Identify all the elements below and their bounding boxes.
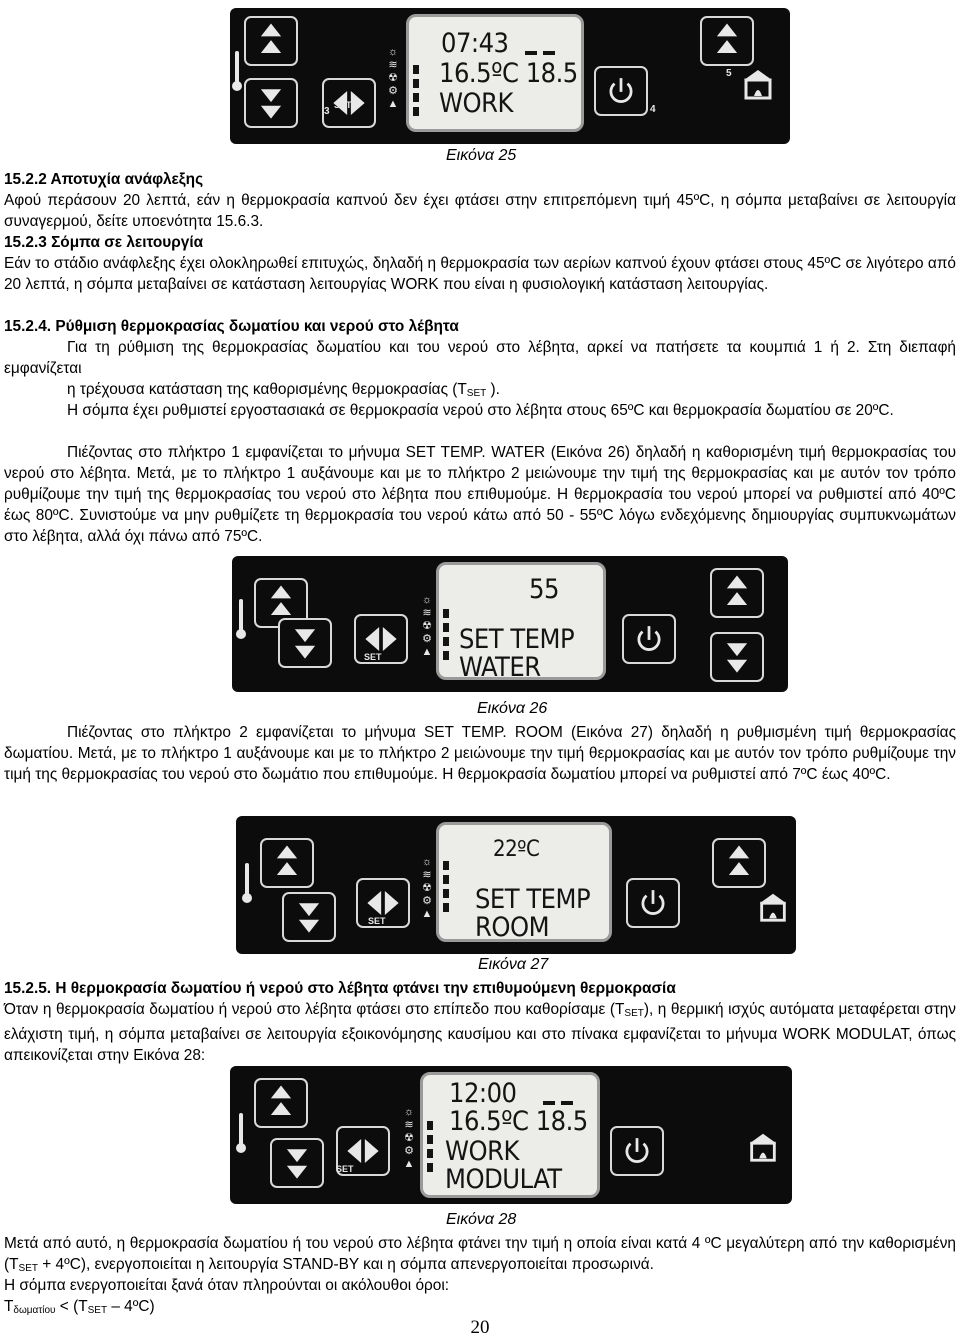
heading-text: Αποτυχία ανάφλεξης: [46, 171, 204, 188]
section-heading-15-2-4: 15.2.4. Ρύθμιση θερμοκρασίας δωματίου και νερού στο λέβητα: [4, 318, 459, 335]
set-label: SET: [334, 100, 352, 110]
lcd-segment: [543, 51, 555, 55]
status-icons-column: ☼ ≋ ☢ ⚙ ▲: [421, 594, 433, 658]
section-heading-15-2-2: [4, 169, 956, 190]
lcd-line-2: SET TEMP: [459, 624, 575, 655]
subscript: SET: [87, 1305, 108, 1316]
power-button-4[interactable]: [610, 1126, 664, 1176]
subscript: δωματίου: [13, 1305, 56, 1316]
lcd-line-1: 12:00: [449, 1078, 517, 1109]
paragraph: Εάν το στάδιο ανάφλεξης έχει ολοκληρωθεί επιτυχώς, δηλαδή η θερμοκρασία των αερίων καπνού έχουν φτάσει στους 45ºC σε λιγότερο από 20 λεπτά, η σόμπα μεταβαίνει σε κατάσταση λειτουργίας WORK που είναι η φυσιολογική κατάσταση λειτουργίας.: [4, 255, 956, 293]
thermometer-icon: [234, 596, 248, 642]
down-arrows-button-2[interactable]: [282, 892, 336, 942]
lcd-line-2: SET TEMP: [475, 884, 591, 915]
up-arrows-button-5[interactable]: [700, 16, 754, 66]
paragraph: Πιέζοντας στο πλήκτρο 1 εμφανίζεται το μήνυμα SET TEMP. WATER (Εικόνα 26) δηλαδή η καθορισμένη τιμή θερμοκρασίας του νερού στο λέβητα. Μετά, με το πλήκτρο 1 αυξάνουμε και με το πλήκτρο 2 μειώνουμε την τιμή της θερμοκρασίας και με αυτόν τον τρόπο ρυθμίζουμε την τιμή της θερμοκρασίας του νερού στο λέβητα που επιθυμούμε. Η θερμοκρασία του νερού μπορεί να ρυθμιστεί από 40ºC έως 80ºC. Συνιστούμε να μην ρυθμίζετε τη θερμοκρασία του νερού κάτω από 50 - 55ºC λόγω ενδεχόμενης δημιουργίας συμπυκνωμάτων στο λέβητα, αλλά όχι πάνω από 75ºC.: [4, 444, 956, 545]
thermometer-icon: [234, 1110, 248, 1156]
lcd-level-bars: [413, 65, 419, 121]
lcd-line-1: 22ºC: [493, 837, 540, 862]
lcd-segment: [561, 1101, 573, 1105]
heading-number: 15.2.3: [4, 234, 47, 251]
set-label: SET: [336, 1164, 354, 1174]
set-label: SET: [368, 916, 386, 926]
power-button-4[interactable]: [594, 66, 648, 116]
lcd-line-3: WATER: [459, 652, 541, 683]
subscript: SET: [466, 388, 487, 399]
control-panel-figure-28: [230, 1066, 792, 1204]
lcd-line-3: WORK: [439, 88, 513, 119]
button-number-3: 3: [324, 106, 330, 117]
figure-caption: Εικόνα 28: [446, 1211, 517, 1228]
control-panel-figure-26: [232, 556, 788, 692]
lcd-line-3: ROOM: [475, 912, 550, 943]
paragraph: [4, 999, 956, 1066]
lcd-line-4: MODULAT: [445, 1164, 562, 1195]
text-run: Μετά από αυτό, η θερμοκρασία δωματίου ή του νερού στο λέβητα φτάνει την τιμή η οποία είναι κατά 4 ºC μεγαλύτερη από την καθορισμένη (T: [4, 1235, 956, 1273]
section-heading-15-2-3: [4, 232, 956, 253]
text-run: η τρέχουσα κατάσταση της καθορισμένης θερμοκρασίας (T: [67, 381, 467, 398]
down-arrows-button-2[interactable]: [244, 78, 298, 128]
up-arrows-button-5[interactable]: [712, 838, 766, 888]
set-label: SET: [364, 652, 382, 662]
text-run: ).: [486, 381, 500, 398]
page-number: 20: [470, 1317, 490, 1338]
down-arrows-button-2[interactable]: [278, 618, 332, 668]
lcd-display: [420, 1072, 600, 1198]
paragraph: Η σόμπα ενεργοποιείται ξανά όταν πληρούνται οι ακόλουθοι όροι:: [4, 1277, 450, 1294]
text-run: Όταν η θερμοκρασία δωματίου ή νερού στο λέβητα φτάσει στο επίπεδο που καθορίσαμε (T: [4, 1001, 625, 1018]
power-button-4[interactable]: [626, 878, 680, 928]
lcd-display: [436, 562, 606, 683]
thermometer-icon: [230, 48, 244, 94]
lcd-segment: [543, 1101, 555, 1105]
text-run: ), η θερμική ισχύς αυτόματα μεταφέρεται στην ελάχιστη τιμή, η σόμπα μεταβαίνει σε λειτουργία εξοικονόμησης καυσίμου και στο πίνακα εμφανίζεται το μήνυμα WORK MODULAT, όπως απεικονίζεται στην Εικόνα 28:: [4, 1001, 956, 1064]
up-arrows-button-5[interactable]: [710, 568, 764, 618]
paragraph: Αφού περάσουν 20 λεπτά, εάν η θερμοκρασία καπνού δεν έχει φτάσει στην επιτρεπόμενη τιμή 45ºC, η σόμπα μεταβαίνει σε λειτουργία συναγερμού, δείτε υποενότητα 15.6.3.: [4, 192, 956, 230]
control-panel-figure-25: [230, 8, 790, 144]
status-icons-column: ☼ ≋ ☢ ⚙ ▲: [387, 46, 399, 110]
paragraph: Για τη ρύθμιση της θερμοκρασίας δωματίου και του νερού στο λέβητα, αρκεί να πατήσετε τα κουμπιά 1 ή 2. Στη διεπαφή εμφανίζεται: [4, 339, 956, 377]
lcd-line-2: 16.5ºC 18.5: [449, 1106, 588, 1137]
lcd-line-2: 16.5ºC 18.5: [439, 58, 578, 89]
down-arrows-button-2[interactable]: [270, 1138, 324, 1188]
lcd-level-bars: [443, 609, 449, 665]
up-arrows-button-1[interactable]: [244, 16, 298, 66]
button-number-5: 5: [726, 68, 732, 79]
paragraph: Πιέζοντας στο πλήκτρο 2 εμφανίζεται το μήνυμα SET TEMP. ROOM (Εικόνα 27) δηλαδή η ρυθμισμένη τιμή θερμοκρασίας δωματίου. Μετά, με το πλήκτρο 1 αυξάνουμε και με το πλήκτρο 2 μειώνουμε την τιμή θερμοκρασίας και με αυτόν τον τρόπο ρυθμίζουμε την τιμή της θερμοκρασίας του νερού στο δωμάτιο που επιθυμούμε. Η θερμοκρασία δωματίου μπορεί να ρυθμιστεί από 7ºC έως 40ºC.: [4, 724, 956, 783]
lcd-level-bars: [443, 861, 449, 917]
status-icons-column: ☼ ≋ ☢ ⚙ ▲: [421, 856, 433, 920]
paragraph: Η σόμπα έχει ρυθμιστεί εργοστασιακά σε θερμοκρασία νερού στο λέβητα στους 65ºC και θερμοκρασία δωματίου σε 20ºC.: [67, 402, 894, 419]
control-panel-figure-27: [236, 816, 796, 954]
text-run: – 4ºC): [107, 1298, 155, 1315]
figure-caption: Εικόνα 25: [446, 147, 517, 164]
lcd-level-bars: [427, 1121, 433, 1177]
power-button-4[interactable]: [622, 614, 676, 664]
heading-number: 15.2.2: [4, 171, 47, 188]
down-arrows-button[interactable]: [710, 632, 764, 682]
lcd-line-3: WORK: [445, 1136, 519, 1167]
subscript: SET: [18, 1263, 38, 1274]
status-icons-column: ☼ ≋ ☢ ⚙ ▲: [403, 1106, 415, 1170]
button-number-4: 4: [650, 104, 656, 115]
heading-text: Σόμπα σε λειτουργία: [46, 234, 204, 251]
thermometer-icon: [240, 860, 254, 906]
lcd-display: [406, 14, 584, 132]
lcd-segment: [525, 51, 537, 55]
figure-caption: Εικόνα 27: [478, 956, 549, 973]
paragraph: [4, 1233, 956, 1279]
text-run: < (T: [55, 1298, 88, 1315]
text-run: + 4ºC), ενεργοποιείται η λειτουργία STAND-BY και η σόμπα απενεργοποιείται προσωρινά.: [37, 1256, 654, 1273]
lcd-line-1: 55: [529, 574, 559, 605]
lcd-line-1: 07:43: [441, 28, 509, 59]
section-heading-15-2-5: 15.2.5. Η θερμοκρασία δωματίου ή νερού στο λέβητα φτάνει την επιθυμούμενη θερμοκρασία: [4, 980, 676, 997]
up-arrows-button-1[interactable]: [254, 1078, 308, 1128]
fireplace-icon: [746, 1130, 780, 1164]
text-run: T: [4, 1298, 14, 1315]
figure-caption: Εικόνα 26: [477, 700, 548, 717]
up-arrows-button-1[interactable]: [260, 838, 314, 888]
fireplace-icon: [740, 66, 776, 102]
lcd-display: [436, 822, 612, 942]
subscript: SET: [624, 1008, 644, 1019]
fireplace-icon: [756, 890, 790, 924]
